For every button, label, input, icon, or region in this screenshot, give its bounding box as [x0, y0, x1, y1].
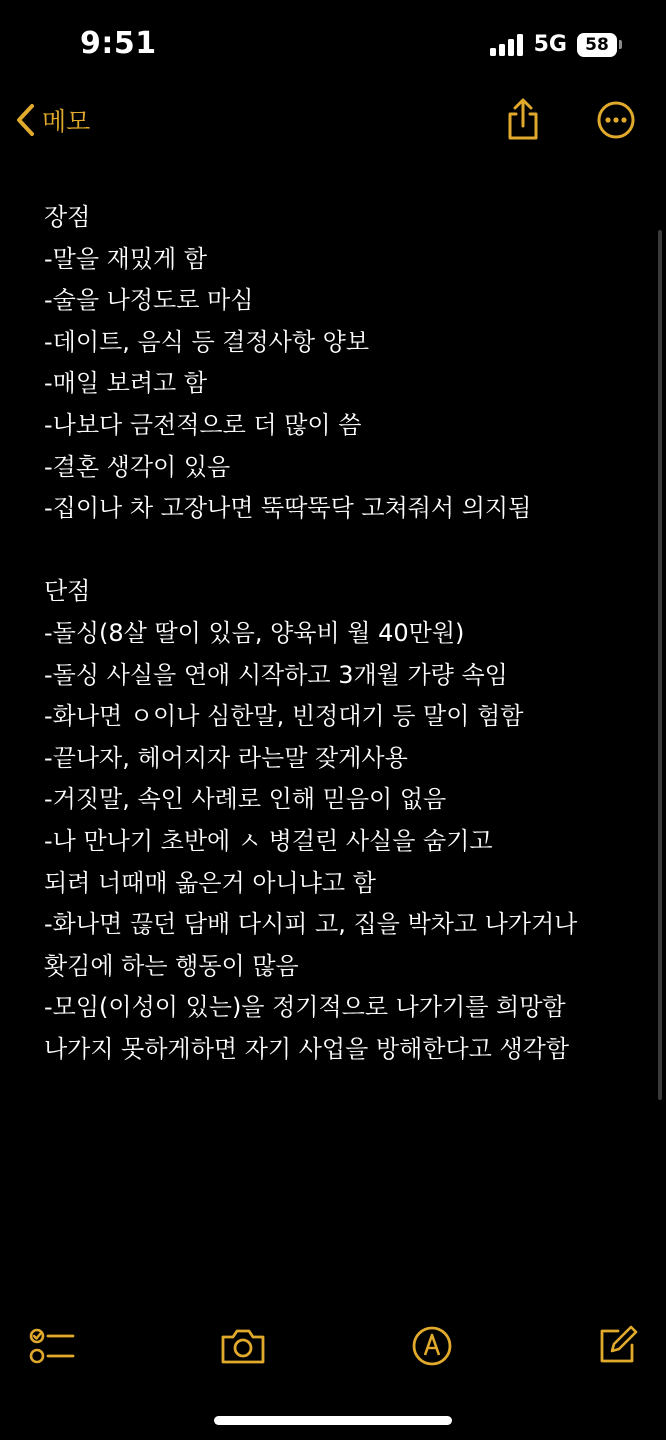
checklist-icon — [29, 1326, 75, 1366]
compose-button[interactable] — [593, 1322, 641, 1370]
share-button[interactable] — [497, 94, 549, 146]
note-line: -나보다 금전적으로 더 많이 씀 — [44, 410, 362, 439]
note-line: -끝나자, 헤어지자 라는말 잦게사용 — [44, 743, 408, 772]
note-line: -집이나 차 고장나면 뚝딱뚝닥 고쳐줘서 의지됨 — [44, 494, 532, 523]
compose-icon — [596, 1325, 638, 1367]
camera-icon — [219, 1327, 267, 1365]
note-line: 홧김에 하는 행동이 많음 — [44, 951, 299, 980]
more-options-button[interactable] — [590, 94, 642, 146]
note-line: -매일 보려고 함 — [44, 369, 208, 398]
note-line: -거짓말, 속인 사례로 인해 믿음이 없음 — [44, 785, 447, 814]
chevron-left-icon — [14, 103, 36, 137]
status-time: 9:51 — [80, 26, 157, 61]
note-text-area[interactable] — [44, 197, 644, 1070]
note-line: -돌싱(8살 딸이 있음, 양육비 월 40만원) — [44, 618, 465, 647]
camera-button[interactable] — [219, 1322, 267, 1370]
note-line: 장점 — [44, 203, 91, 231]
note-line: -화나면 ㅇ이나 심한말, 빈정대기 등 말이 험함 — [44, 702, 524, 731]
home-indicator[interactable] — [214, 1416, 452, 1425]
markup-button[interactable] — [408, 1322, 456, 1370]
note-line: -데이트, 음식 등 결정사항 양보 — [44, 327, 370, 356]
battery-tip — [619, 40, 622, 49]
back-label: 메모 — [42, 107, 91, 136]
back-button[interactable] — [14, 98, 90, 142]
note-line: -화나면 끊던 담배 다시피 고, 집을 박차고 나가거나 — [44, 910, 578, 939]
share-icon — [504, 98, 542, 142]
battery-level: 58 — [577, 33, 617, 57]
note-line: -나 만나기 초반에 ㅅ 병걸린 사실을 숨기고 — [44, 826, 493, 855]
checklist-button[interactable] — [28, 1322, 76, 1370]
note-line: -결혼 생각이 있음 — [44, 452, 231, 481]
cellular-signal-icon — [490, 34, 524, 56]
bottom-toolbar — [0, 1316, 666, 1376]
note-line: -말을 재밌게 함 — [44, 244, 208, 273]
note-line: -술을 나정도로 마심 — [44, 286, 254, 315]
note-line: 나가지 못하게하면 자기 사업을 방해한다고 생각함 — [44, 1034, 570, 1063]
note-line: 단점 — [44, 577, 91, 606]
status-indicators — [490, 32, 622, 57]
more-icon — [596, 100, 636, 140]
network-type: 5G — [533, 32, 567, 57]
note-line: 되려 너때매 옮은거 아니냐고 함 — [44, 868, 376, 897]
note-line: -모임(이성이 있는)을 정기적으로 나가기를 희망함 — [44, 993, 566, 1022]
nav-bar — [0, 90, 666, 150]
scroll-indicator[interactable] — [658, 230, 662, 1100]
battery-icon — [577, 33, 622, 57]
status-bar — [0, 0, 666, 90]
markup-icon — [411, 1325, 453, 1367]
blank-line — [44, 530, 644, 572]
note-line: -돌싱 사실을 연애 시작하고 3개월 가량 속임 — [44, 660, 508, 689]
